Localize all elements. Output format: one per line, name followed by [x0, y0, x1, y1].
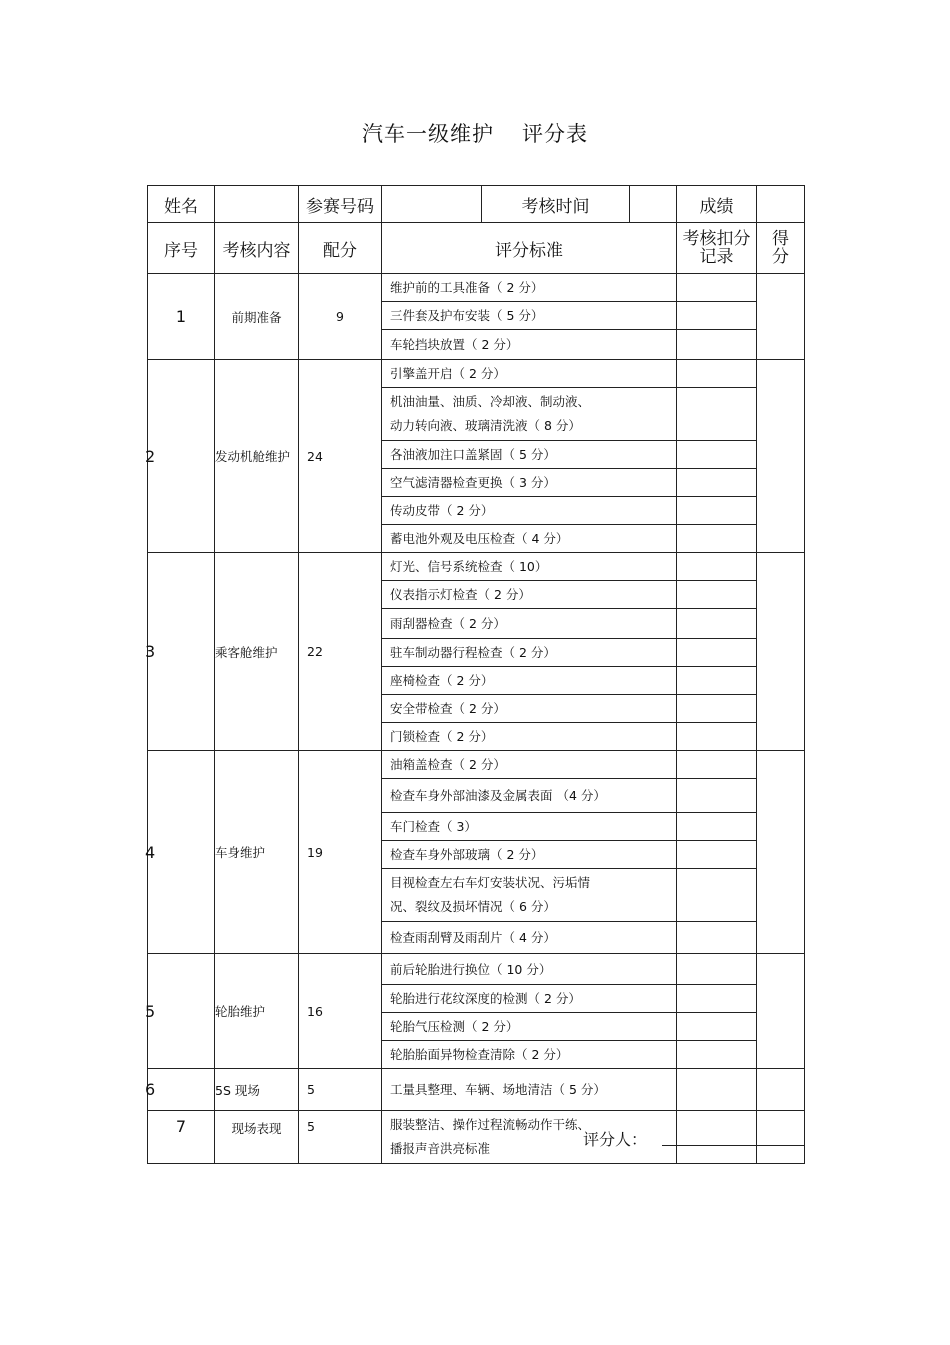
section-content: 发动机舱维护	[215, 360, 299, 553]
deduction-cell[interactable]	[677, 869, 757, 922]
col-score-got: 得 分	[757, 223, 805, 274]
deduction-cell[interactable]	[677, 330, 757, 360]
section-number: 2	[145, 360, 212, 553]
deduction-cell[interactable]	[677, 841, 757, 869]
deduction-cell[interactable]	[677, 1013, 757, 1041]
section-points: 5	[299, 1111, 382, 1164]
table-row	[148, 751, 805, 779]
col-seq: 序号	[148, 223, 215, 274]
score-cell[interactable]	[757, 360, 805, 553]
section-points: 9	[299, 274, 382, 360]
title-main: 汽车一级维护	[362, 122, 494, 146]
deduction-cell[interactable]	[677, 581, 757, 609]
criterion: 空气滤清器检查更换（ 3 分）	[382, 469, 677, 497]
criterion: 检查雨刮臂及雨刮片（ 4 分）	[382, 922, 677, 954]
deduction-cell[interactable]	[677, 525, 757, 553]
info-row	[148, 186, 805, 223]
criterion: 门锁检查（ 2 分）	[382, 723, 677, 751]
table-row	[148, 1069, 805, 1111]
section-content: 现场表现	[215, 1111, 299, 1164]
section-number: 7	[148, 1111, 215, 1164]
criterion: 轮胎进行花纹深度的检测（ 2 分）	[382, 985, 677, 1013]
scorer-label: 评分人：	[583, 1130, 648, 1149]
deduction-cell[interactable]	[677, 441, 757, 469]
section-content: 轮胎维护	[215, 954, 299, 1069]
criterion: 各油液加注口盖紧固（ 5 分）	[382, 441, 677, 469]
deduction-cell[interactable]	[677, 469, 757, 497]
name-field[interactable]	[215, 186, 299, 223]
deduction-cell[interactable]	[677, 302, 757, 330]
criterion: 仪表指示灯检查（ 2 分）	[382, 581, 677, 609]
criterion: 引擎盖开启（ 2 分）	[382, 360, 677, 388]
criterion: 传动皮带（ 2 分）	[382, 497, 677, 525]
criterion: 三件套及护布安装（ 5 分）	[382, 302, 677, 330]
section-points: 19	[299, 751, 382, 954]
scorer-signature-field[interactable]	[662, 1145, 805, 1146]
score-cell[interactable]	[757, 751, 805, 954]
deduction-cell[interactable]	[677, 667, 757, 695]
section-points: 22	[299, 553, 382, 751]
table-row	[148, 360, 805, 388]
criterion: 雨刮器检查（ 2 分）	[382, 609, 677, 639]
score-field[interactable]	[757, 186, 805, 223]
deduction-cell[interactable]	[677, 813, 757, 841]
deduction-cell[interactable]	[677, 360, 757, 388]
section-number: 6	[145, 1069, 212, 1111]
section-number: 3	[145, 553, 212, 751]
deduction-cell[interactable]	[677, 695, 757, 723]
deduction-cell[interactable]	[677, 954, 757, 985]
deduction-cell[interactable]	[677, 723, 757, 751]
criterion: 车门检查（ 3）	[382, 813, 677, 841]
score-sheet-table	[147, 185, 805, 1164]
section-content: 5S 现场	[215, 1069, 299, 1111]
section-number: 5	[145, 954, 212, 1069]
criterion: 驻车制动器行程检查（ 2 分）	[382, 639, 677, 667]
deduction-cell[interactable]	[677, 1041, 757, 1069]
section-points: 24	[299, 360, 382, 553]
col-points: 配分	[299, 223, 382, 274]
deduction-cell[interactable]	[677, 1111, 757, 1164]
criterion: 目视检查左右车灯安装状况、污垢情 况、裂纹及损坏情况（ 6 分）	[382, 869, 677, 922]
section-content: 车身维护	[215, 751, 299, 954]
criterion: 油箱盖检查（ 2 分）	[382, 751, 677, 779]
name-label: 姓名	[148, 186, 215, 223]
deduction-cell[interactable]	[677, 553, 757, 581]
score-cell[interactable]	[757, 1111, 805, 1164]
section-content: 乘客舱维护	[215, 553, 299, 751]
score-cell[interactable]	[757, 1069, 805, 1111]
entry-no-label: 参赛号码	[299, 186, 382, 223]
table-row	[148, 954, 805, 985]
section-number: 1	[148, 274, 215, 360]
criterion: 座椅检查（ 2 分）	[382, 667, 677, 695]
criterion: 蓄电池外观及电压检查（ 4 分）	[382, 525, 677, 553]
criterion: 服装整洁、操作过程流畅动作干练、 播报声音洪亮标准	[382, 1111, 677, 1164]
deduction-cell[interactable]	[677, 274, 757, 302]
criterion: 维护前的工具准备（ 2 分）	[382, 274, 677, 302]
title-suffix: 评分表	[522, 122, 588, 146]
score-cell[interactable]	[757, 954, 805, 1069]
criterion: 轮胎胎面异物检查清除（ 2 分）	[382, 1041, 677, 1069]
col-deduction: 考核扣分 记录	[677, 223, 757, 274]
table-row	[148, 274, 805, 302]
deduction-cell[interactable]	[677, 751, 757, 779]
score-cell[interactable]	[757, 553, 805, 751]
criterion: 灯光、信号系统检查（ 10）	[382, 553, 677, 581]
score-cell[interactable]	[757, 274, 805, 360]
section-number: 4	[145, 751, 212, 954]
deduction-cell[interactable]	[677, 388, 757, 441]
entry-no-field[interactable]	[382, 186, 482, 223]
criterion: 前后轮胎进行换位（ 10 分）	[382, 954, 677, 985]
table-row	[148, 1111, 805, 1164]
criterion: 安全带检查（ 2 分）	[382, 695, 677, 723]
criterion: 机油油量、油质、冷却液、制动液、 动力转向液、玻璃清洗液（ 8 分）	[382, 388, 677, 441]
criterion: 检查车身外部玻璃（ 2 分）	[382, 841, 677, 869]
col-content: 考核内容	[215, 223, 299, 274]
col-criteria: 评分标准	[382, 223, 677, 274]
deduction-cell[interactable]	[677, 922, 757, 954]
page-title	[0, 118, 950, 148]
section-points: 16	[299, 954, 382, 1069]
table-row	[148, 553, 805, 581]
section-points: 5	[299, 1069, 382, 1111]
criterion: 检查车身外部油漆及金属表面 （4 分）	[382, 779, 677, 813]
column-header-row	[148, 223, 805, 274]
deduction-cell[interactable]	[677, 609, 757, 639]
deduction-cell[interactable]	[677, 779, 757, 813]
criterion: 车轮挡块放置（ 2 分）	[382, 330, 677, 360]
criterion: 工量具整理、车辆、场地清洁（ 5 分）	[382, 1069, 677, 1111]
exam-time-field[interactable]	[630, 186, 677, 223]
exam-time-label: 考核时间	[482, 186, 630, 223]
section-content: 前期准备	[215, 274, 299, 360]
criterion: 轮胎气压检测（ 2 分）	[382, 1013, 677, 1041]
deduction-cell[interactable]	[677, 639, 757, 667]
score-label: 成绩	[677, 186, 757, 223]
deduction-cell[interactable]	[677, 1069, 757, 1111]
deduction-cell[interactable]	[677, 985, 757, 1013]
deduction-cell[interactable]	[677, 497, 757, 525]
